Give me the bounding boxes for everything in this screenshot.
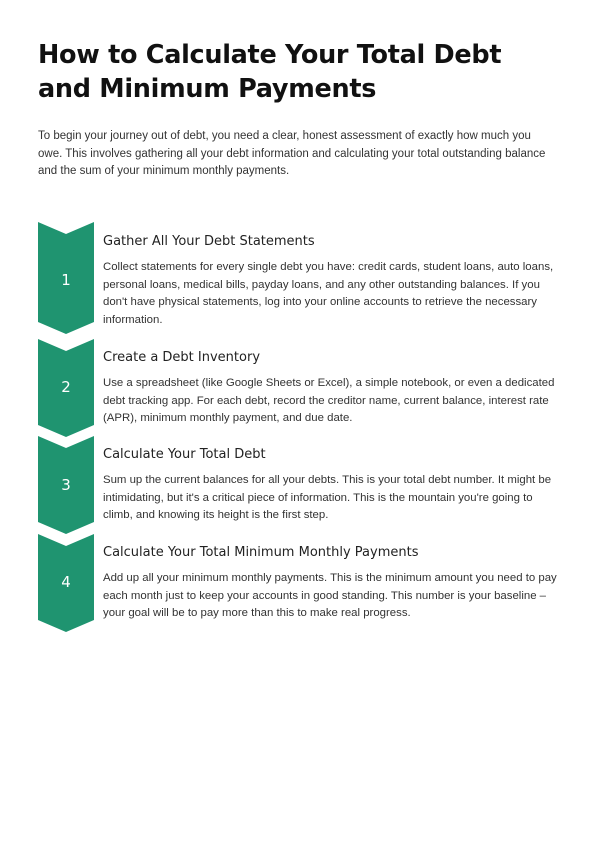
step-1-heading: Gather All Your Debt Statements — [103, 234, 315, 249]
step-4 — [103, 544, 558, 623]
step-4-heading: Calculate Your Total Minimum Monthly Payments — [103, 545, 419, 560]
step-1-text: Collect statements for every single debt you have: credit cards, student loans, auto loans, personal loans, medical bills, payday loans, and any other outstanding balances. If you don't have physical statements, log into your online accounts to retrieve the necessary information. — [103, 261, 554, 326]
step-2 — [103, 349, 558, 428]
step-3-heading: Calculate Your Total Debt — [103, 447, 266, 462]
intro-paragraph: To begin your journey out of debt, you need a clear, honest assessment of exactly how much you owe. This involves gathering all your debt information and calculating your total outstanding balance and the sum of your minimum monthly payments. — [38, 130, 546, 177]
step-1-badge — [38, 222, 94, 334]
step-4-text: Add up all your minimum monthly payments. This is the minimum amount you need to pay each month just to keep your accounts in good standing. This number is your baseline – your goal will be to pay more than this to make real progress. — [103, 572, 557, 620]
step-1 — [103, 233, 558, 329]
step-2-badge — [38, 339, 94, 437]
step-3-number: 3 — [61, 476, 71, 494]
step-4-badge — [38, 534, 94, 632]
step-2-heading: Create a Debt Inventory — [103, 350, 261, 365]
step-4-number: 4 — [61, 573, 71, 591]
step-1-number: 1 — [61, 271, 71, 289]
step-2-number: 2 — [61, 378, 71, 396]
page-title: How to Calculate Your Total Debt and Minimum Payments — [38, 40, 502, 104]
step-3-text: Sum up the current balances for all your debts. This is your total debt number. It might be intimidating, but it's a critical piece of information. This is the mountain you're going to climb, and knowing its height is the first step. — [103, 474, 552, 522]
step-3-badge — [38, 436, 94, 534]
step-3 — [103, 446, 558, 525]
step-2-text: Use a spreadsheet (like Google Sheets or Excel), a simple notebook, or even a dedicated debt tracking app. For each debt, record the creditor name, current balance, interest rate (APR), minimum monthly payment, and due date. — [103, 377, 555, 425]
